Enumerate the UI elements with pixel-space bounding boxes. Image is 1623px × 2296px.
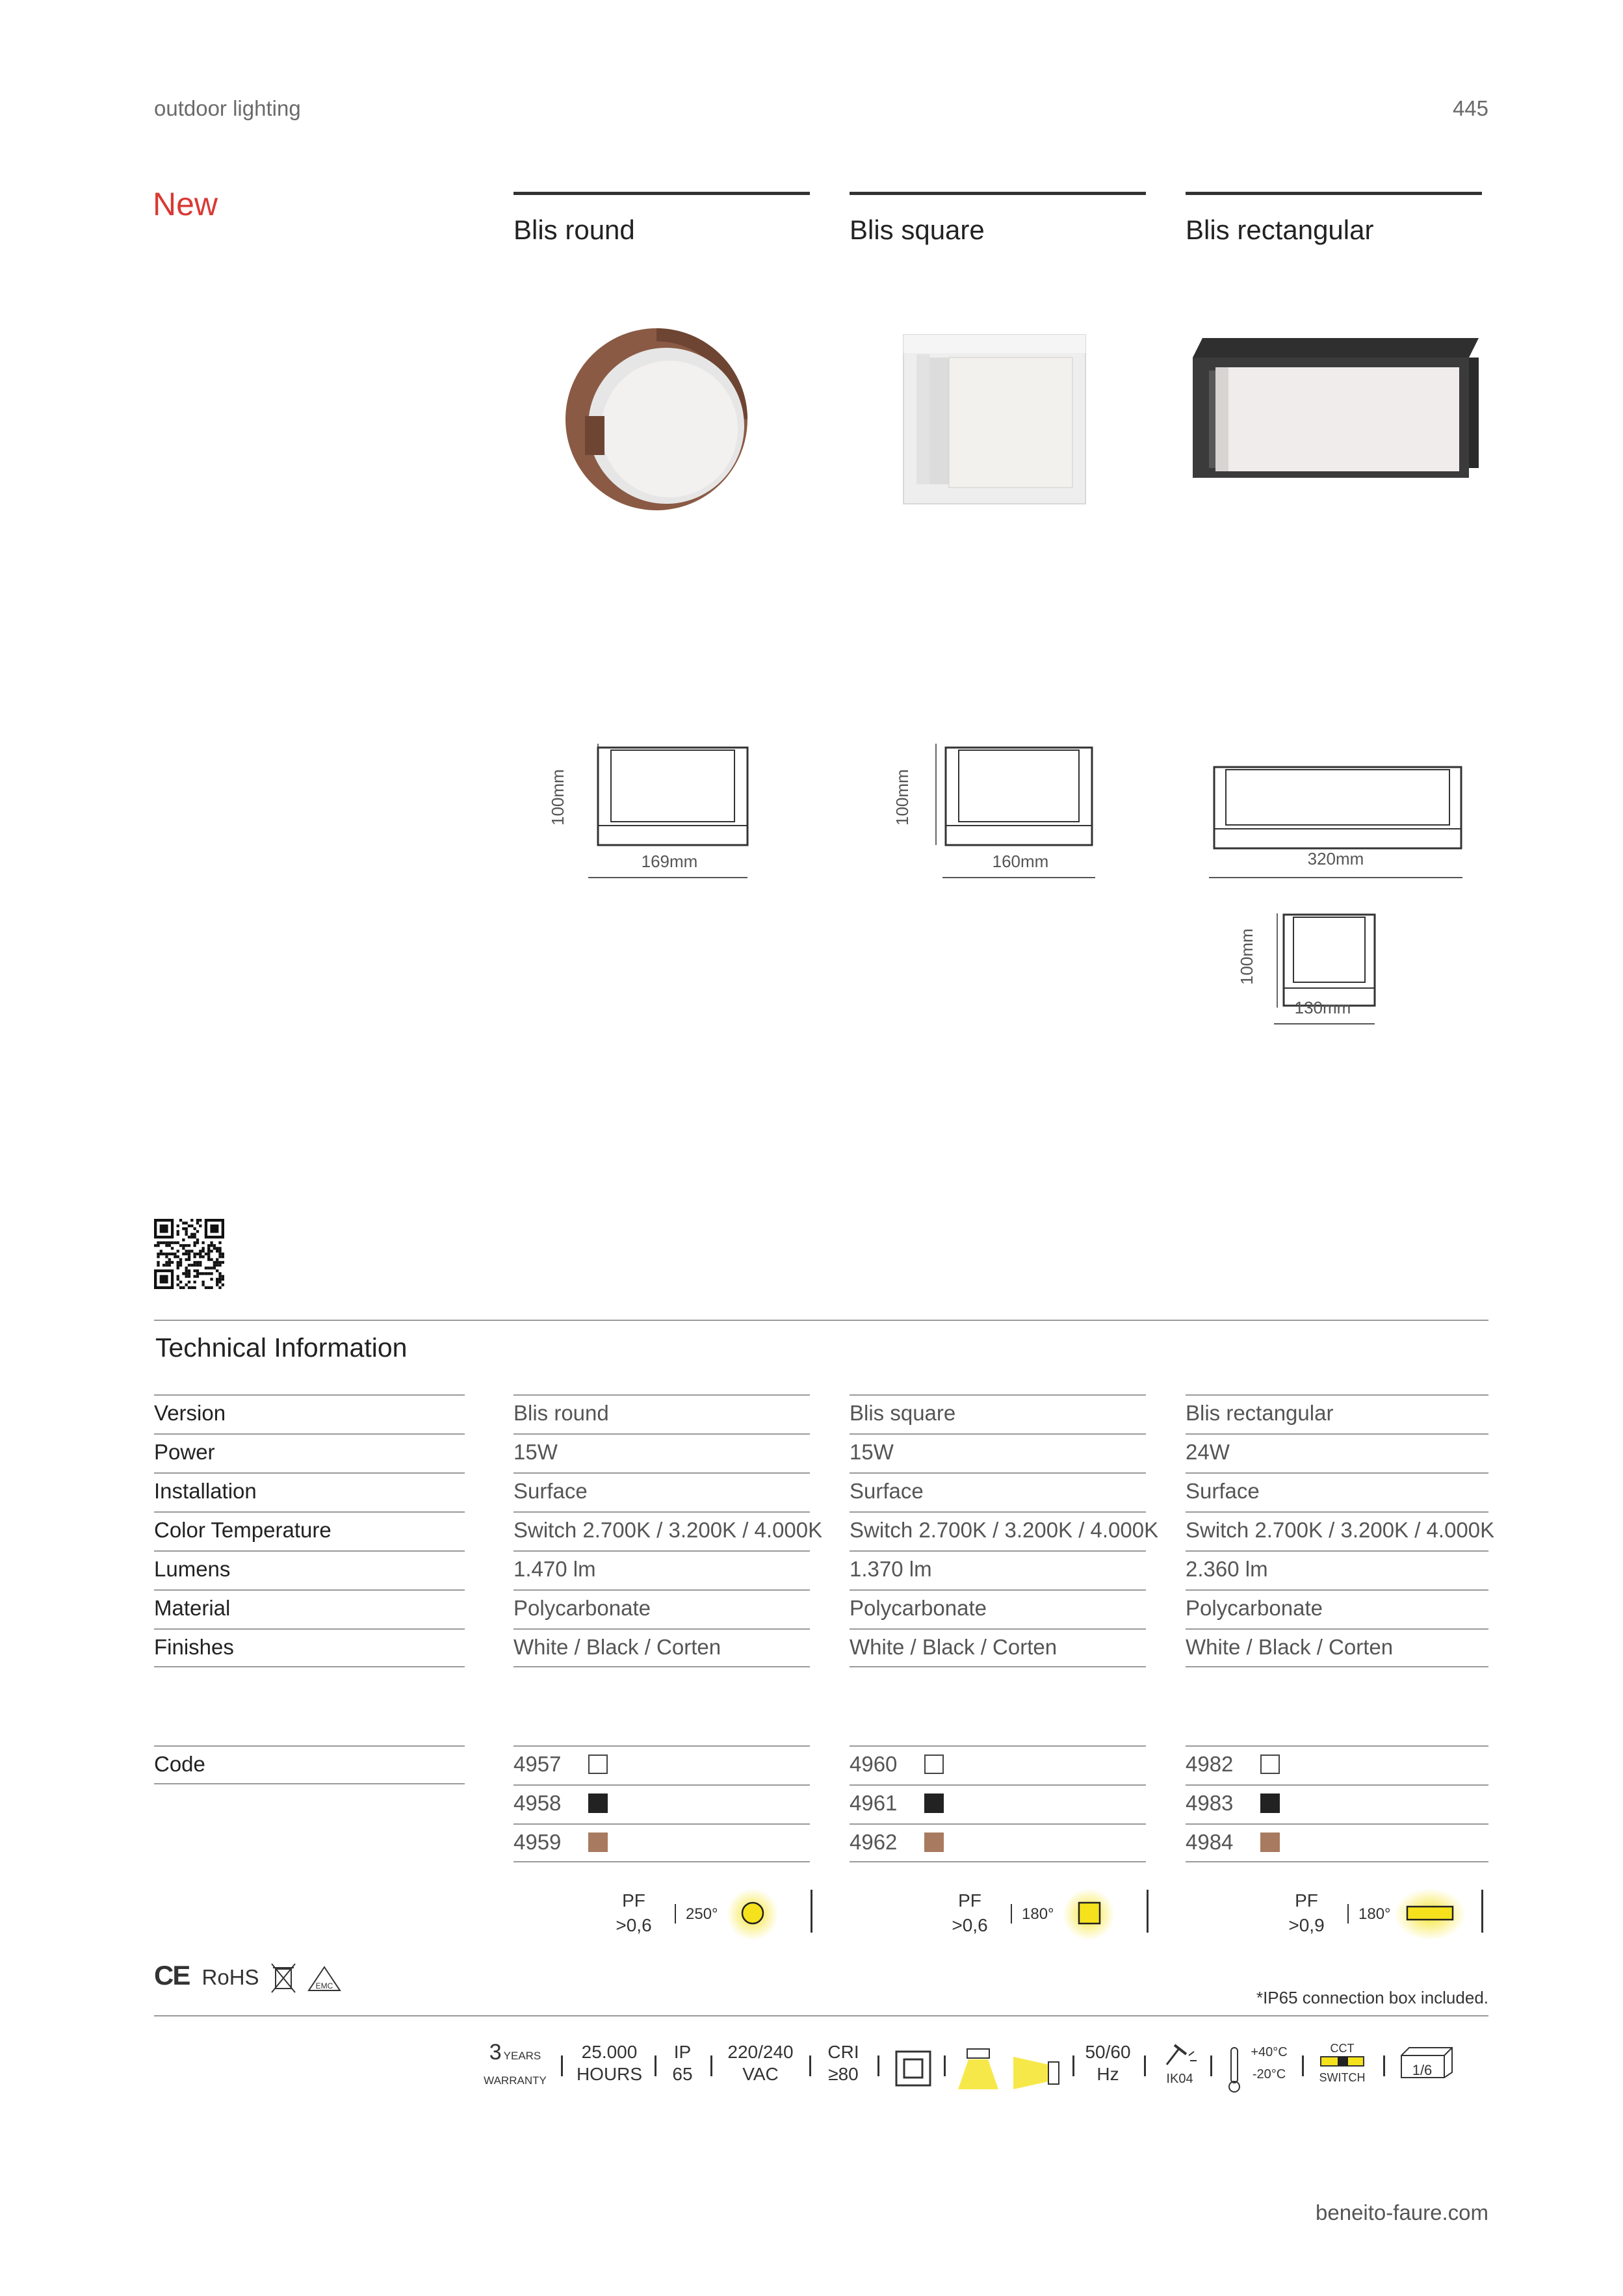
tech-value-rect: White / Black / Corten	[1186, 1628, 1488, 1667]
tech-value-round: Surface	[513, 1472, 810, 1511]
divider-tech	[154, 1320, 1488, 1321]
code-row-square	[850, 1745, 1146, 1784]
hammer-icon	[1160, 2041, 1199, 2067]
cct-label: CCT	[1330, 2042, 1355, 2055]
product-code: 4957	[513, 1752, 562, 1776]
finish-swatch	[588, 1794, 608, 1813]
voltage-block	[718, 2041, 803, 2085]
product-name-rect: Blis rectangular	[1186, 215, 1374, 245]
tech-value-round: 15W	[513, 1433, 810, 1472]
ip-value: 65	[672, 2064, 693, 2084]
dim-height-square: 100mm	[892, 769, 912, 826]
tech-value-square: Surface	[850, 1472, 1146, 1511]
temp-min: -20°C	[1252, 2067, 1286, 2081]
pack-value: 1/6	[1412, 2062, 1433, 2078]
product-code: 4958	[513, 1791, 562, 1815]
dim-width-rect: 320mm	[1307, 849, 1364, 868]
weee-bin-icon	[269, 1963, 298, 1995]
page-number: 445	[1452, 96, 1488, 120]
cri-label: CRI	[827, 2042, 859, 2062]
cct-switch-label: SWITCH	[1319, 2071, 1366, 2084]
product-code: 4961	[850, 1791, 898, 1815]
rohs-mark: RoHS	[201, 1965, 259, 1989]
code-row-square	[850, 1823, 1146, 1862]
code-row-rect	[1186, 1784, 1488, 1823]
website[interactable]: beneito-faure.com	[1316, 2200, 1488, 2224]
product-code: 4982	[1186, 1752, 1234, 1776]
tech-label: Installation	[154, 1472, 465, 1511]
product-header-rect	[1186, 192, 1482, 246]
tech-value-square: Switch 2.700K / 3.200K / 4.000K	[850, 1511, 1146, 1550]
pf-label-rect: PF	[1295, 1890, 1318, 1911]
tech-title: Technical Information	[155, 1333, 408, 1363]
code-row-round	[513, 1745, 810, 1784]
dim-width-round: 169mm	[641, 852, 698, 871]
hours-block	[569, 2041, 650, 2085]
tech-value-round: Switch 2.700K / 3.200K / 4.000K	[513, 1511, 810, 1550]
tech-value-square: Polycarbonate	[850, 1589, 1146, 1628]
beam-rect-icon	[1394, 1888, 1466, 1940]
code-row-square	[850, 1784, 1146, 1823]
finish-swatch	[1260, 1794, 1280, 1813]
product-image-rect	[1183, 332, 1482, 488]
ik-block	[1157, 2041, 1202, 2085]
product-name-square: Blis square	[850, 215, 985, 245]
beam-round	[604, 1888, 812, 1940]
ce-mark: CE	[154, 1960, 190, 1990]
finish-swatch	[1260, 1833, 1280, 1852]
code-label: Code	[154, 1745, 465, 1784]
tech-value-round: Polycarbonate	[513, 1589, 810, 1628]
tech-label: Finishes	[154, 1628, 465, 1667]
tech-value-rect: Surface	[1186, 1472, 1488, 1511]
product-header-square	[850, 192, 1146, 246]
code-row-rect	[1186, 1823, 1488, 1862]
dim-height-rect: 100mm	[1237, 928, 1256, 985]
thermometer-icon	[1225, 2045, 1243, 2094]
pf-label-round: PF	[622, 1890, 645, 1911]
dim-depth-rect: 130mm	[1294, 998, 1351, 1017]
finish-swatch	[588, 1833, 608, 1852]
tech-value-round: Blis round	[513, 1394, 810, 1433]
specs-row	[0, 2041, 1623, 2106]
frequency-unit: Hz	[1097, 2064, 1119, 2084]
tech-label: Version	[154, 1394, 465, 1433]
tech-value-rect: Polycarbonate	[1186, 1589, 1488, 1628]
tech-value-square: White / Black / Corten	[850, 1628, 1146, 1667]
warranty-block	[478, 2041, 552, 2092]
beam-angle-square: 180°	[1022, 1905, 1054, 1923]
new-badge: New	[153, 186, 218, 222]
voltage-value: 220/240	[727, 2042, 794, 2062]
product-image-round	[559, 319, 780, 520]
product-image-square	[897, 328, 1092, 510]
dim-width-square: 160mm	[992, 852, 1049, 871]
finish-swatch	[924, 1755, 944, 1774]
tech-value-square: Blis square	[850, 1394, 1146, 1433]
finish-swatch	[1260, 1755, 1280, 1774]
beam-angle-rect: 180°	[1358, 1905, 1391, 1923]
ip65-note: *IP65 connection box included.	[1256, 1988, 1488, 2007]
tech-value-rect: Switch 2.700K / 3.200K / 4.000K	[1186, 1511, 1488, 1550]
warranty-number: 3	[489, 2040, 502, 2065]
frequency-block	[1080, 2041, 1136, 2085]
hours-label: HOURS	[576, 2064, 643, 2084]
finish-swatch	[588, 1755, 608, 1774]
pf-value-square: >0,6	[952, 1915, 988, 1935]
svg-text:EMC: EMC	[315, 1981, 333, 1991]
pf-label-square: PF	[958, 1890, 981, 1911]
section-title: outdoor lighting	[154, 96, 301, 120]
qr-code[interactable]	[154, 1219, 224, 1289]
beam-angle-round: 250°	[686, 1905, 718, 1923]
downlight-icon	[955, 2048, 1001, 2092]
tech-value-round: 1.470 lm	[513, 1550, 810, 1589]
product-code: 4962	[850, 1830, 898, 1854]
tech-value-round: White / Black / Corten	[513, 1628, 810, 1667]
tech-label: Material	[154, 1589, 465, 1628]
frequency-value: 50/60	[1085, 2042, 1131, 2062]
warranty-unit: YEARS	[503, 2050, 541, 2062]
dim-height-round: 100mm	[548, 769, 567, 826]
product-code: 4983	[1186, 1791, 1234, 1815]
product-header-round	[513, 192, 810, 246]
tech-value-square: 15W	[850, 1433, 1146, 1472]
emc-triangle-icon	[307, 1964, 341, 1993]
certifications	[154, 1960, 341, 1995]
tech-value-square: 1.370 lm	[850, 1550, 1146, 1589]
tech-label: Lumens	[154, 1550, 465, 1589]
code-row-round	[513, 1823, 810, 1862]
tech-value-rect: 2.360 lm	[1186, 1550, 1488, 1589]
hours-value: 25.000	[581, 2042, 638, 2062]
divider-specs	[154, 2015, 1488, 2016]
temperature-block	[1241, 2041, 1297, 2085]
pf-value-rect: >0,9	[1288, 1915, 1325, 1935]
product-code: 4959	[513, 1830, 562, 1854]
tech-label: Color Temperature	[154, 1511, 465, 1550]
cri-block	[819, 2041, 868, 2085]
beam-rect	[1277, 1888, 1492, 1940]
code-row-rect	[1186, 1745, 1488, 1784]
warranty-label: WARRANTY	[484, 2074, 547, 2087]
temp-max: +40°C	[1251, 2045, 1288, 2059]
product-code: 4984	[1186, 1830, 1234, 1854]
cct-switch-icon	[1319, 2055, 1365, 2067]
product-code: 4960	[850, 1752, 898, 1776]
cri-value: ≥80	[828, 2064, 859, 2084]
beam-square	[941, 1888, 1149, 1940]
class-ii-icon	[894, 2049, 933, 2088]
ip-block	[663, 2041, 702, 2085]
finish-swatch	[924, 1833, 944, 1852]
cct-switch-block	[1313, 2041, 1371, 2085]
code-row-round	[513, 1784, 810, 1823]
tech-value-rect: 24W	[1186, 1433, 1488, 1472]
beam-square-icon	[1063, 1888, 1115, 1940]
sidelight-icon	[1011, 2050, 1063, 2089]
beam-round-icon	[727, 1888, 779, 1940]
tech-value-rect: Blis rectangular	[1186, 1394, 1488, 1433]
product-name-round: Blis round	[513, 215, 635, 245]
pf-value-round: >0,6	[616, 1915, 652, 1935]
finish-swatch	[924, 1794, 944, 1813]
voltage-unit: VAC	[742, 2064, 779, 2084]
tech-label: Power	[154, 1433, 465, 1472]
ik-value: IK04	[1166, 2072, 1193, 2086]
ip-label: IP	[673, 2042, 692, 2062]
